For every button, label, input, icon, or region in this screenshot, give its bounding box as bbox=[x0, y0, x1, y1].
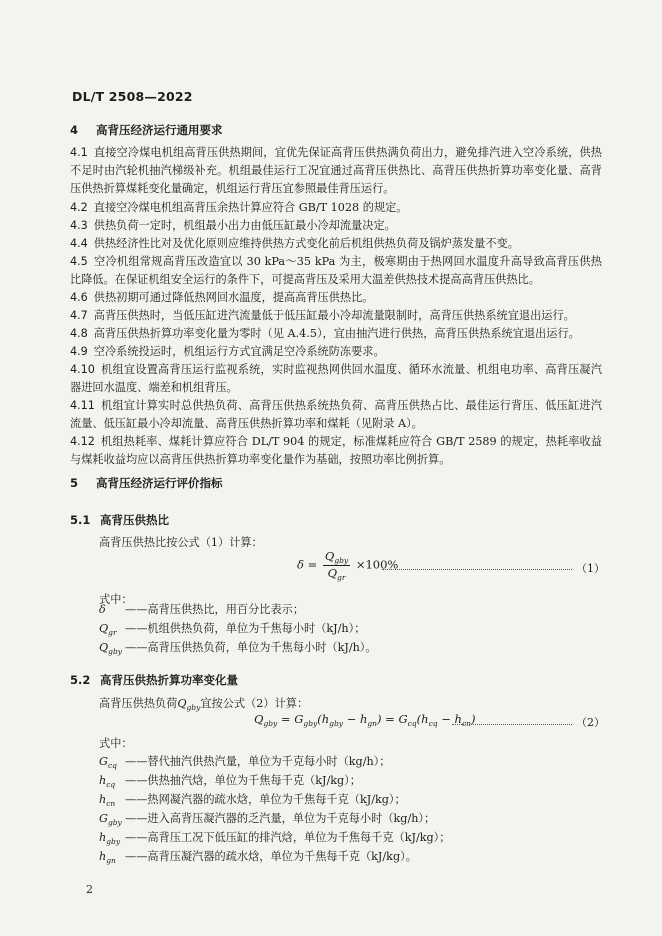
clause-4-5 bbox=[70, 253, 602, 289]
formula-1-lhs: δ bbox=[297, 557, 304, 572]
formula-1-equals: = bbox=[307, 557, 318, 572]
section-4-number: 4 bbox=[70, 123, 79, 137]
clause-number: 4.10 bbox=[70, 363, 95, 376]
subsection-5-2-heading bbox=[70, 672, 238, 688]
clause-text: 机组热耗率、煤耗计算应符合 DL/T 904 的规定，标准煤耗应符合 GB/T 2589 的规定，热耗率收益与煤耗收益均应以高背压供热折算功率变化量作为基础，按照功率比例折算。 bbox=[70, 435, 602, 466]
section-5-title: 高背压经济运行评价指标 bbox=[96, 476, 223, 490]
section-5-heading bbox=[70, 475, 223, 491]
definition-row: $G_{cq}$ ——替代抽汽供热汽量，单位为千克每小时（kg/h）； bbox=[99, 755, 391, 770]
formula-2-leader bbox=[452, 724, 572, 725]
clause-4-6 bbox=[70, 289, 602, 307]
clause-number: 4.8 bbox=[70, 327, 88, 340]
clause-4-11 bbox=[70, 397, 602, 433]
clause-text: 高背压供热时，当低压缸进汽流量低于低压缸最小冷却流量限制时，高背压供热系统宜退出运行。 bbox=[93, 309, 575, 322]
formula-1 bbox=[297, 549, 398, 582]
clause-4-3 bbox=[70, 217, 602, 235]
definition-row: $h_{gn}$ ——高背压凝汽器的疏水焓，单位为千焦每千克（kJ/kg）。 bbox=[99, 850, 417, 865]
fraction-denominator: $Q_{gr}$ bbox=[327, 566, 346, 582]
formula-2: $Q_{gby} = G_{gby}(h_{gby} - h_{gn}) = G_{cq}(h_{cq} - h_{cn})$ bbox=[254, 712, 476, 728]
clause-number: 4.5 bbox=[70, 255, 88, 268]
definition-row: $G_{gby}$ ——进入高背压凝汽器的乏汽量，单位为千克每小时（kg/h）； bbox=[99, 812, 436, 827]
formula-2-number: （2） bbox=[576, 716, 605, 729]
clause-number: 4.1 bbox=[70, 146, 88, 159]
fraction-numerator: $Q_{gby}$ bbox=[324, 549, 349, 565]
clause-4-8 bbox=[70, 325, 602, 343]
subsection-5-2-number: 5.2 bbox=[70, 673, 91, 687]
formula-1-tail: ×100% bbox=[355, 557, 399, 572]
clause-text: 空冷系统投运时，机组运行方式宜满足空冷系统防冻要求。 bbox=[93, 345, 385, 358]
formula-2-definitions bbox=[99, 752, 450, 866]
section-4-heading bbox=[70, 122, 223, 138]
clause-text: 供热经济性比对及优化原则应维持供热方式变化前后机组供热负荷及锅炉蒸发量不变。 bbox=[93, 237, 519, 250]
subsection-5-2-title: 高背压供热折算功率变化量 bbox=[100, 673, 238, 687]
clause-text: 直接空冷煤电机组高背压供热期间，宜优先保证高背压供热满负荷出力，避免排汽进入空冷系统，供热不足时由汽轮机抽汽梯级补充。机组最佳运行工况宜通过高背压供热比、高背压供热折算功率变化量、高背压供热折算煤耗变化量确定，机组运行背压宜参照最佳背压运行。 bbox=[70, 146, 602, 195]
clause-text: 机组宜设置高背压运行监视系统，实时监视热网供回水温度、循环水流量、机组电功率、高背压凝汽器进回水温度、端差和机组背压。 bbox=[70, 363, 602, 394]
clause-number: 4.2 bbox=[70, 201, 88, 214]
clause-number: 4.12 bbox=[70, 435, 95, 448]
clause-4-12 bbox=[70, 433, 602, 469]
clause-text: 供热初期可通过降低热网回水温度，提高高背压供热比。 bbox=[93, 291, 374, 304]
clause-4-9 bbox=[70, 343, 602, 361]
page-number: 2 bbox=[86, 883, 93, 896]
definition-row: $Q_{gr}$ ——机组供热负荷，单位为千焦每小时（kJ/h）； bbox=[99, 622, 366, 637]
clause-number: 4.9 bbox=[70, 345, 88, 358]
clause-4-4 bbox=[70, 235, 602, 253]
formula-1-intro: 高背压供热比按公式（1）计算： bbox=[99, 536, 263, 549]
formula-1-definitions bbox=[99, 600, 377, 657]
clause-4-10 bbox=[70, 361, 602, 397]
definition-row: $h_{gby}$ ——高背压工况下低压缸的排汽焓，单位为千焦每千克（kJ/kg）； bbox=[99, 831, 451, 846]
formula-1-fraction bbox=[323, 549, 350, 582]
clause-number: 4.7 bbox=[70, 309, 88, 322]
section-4-title: 高背压经济运行通用要求 bbox=[96, 123, 223, 137]
clause-number: 4.4 bbox=[70, 237, 88, 250]
where-label-1: 式中： bbox=[99, 593, 133, 606]
clause-text: 空冷机组常规高背压改造宜以 30 kPa～35 kPa 为主，极寒期由于热网回水温度升高导致高背压供热比降低。在保证机组安全运行的条件下，可提高背压及采用大温差供热技术提高高背压供热比。 bbox=[70, 255, 602, 286]
section-5-number: 5 bbox=[70, 476, 79, 490]
where-label-2: 式中： bbox=[99, 737, 133, 750]
clause-4-1 bbox=[70, 144, 602, 198]
clause-text: 直接空冷煤电机组高背压余热计算应符合 GB/T 1028 的规定。 bbox=[93, 201, 408, 214]
formula-1-leader bbox=[382, 569, 572, 570]
formula-1-number: （1） bbox=[576, 562, 605, 575]
definition-row: δ ——高背压供热比，用百分比表示； bbox=[99, 603, 305, 616]
definition-row: $Q_{gby}$ ——高背压供热负荷，单位为千焦每小时（kJ/h）。 bbox=[99, 641, 377, 656]
clause-text: 供热负荷一定时，机组最小出力由低压缸最小冷却流量决定。 bbox=[93, 219, 396, 232]
clause-4-2 bbox=[70, 199, 602, 217]
subsection-5-1-number: 5.1 bbox=[70, 513, 91, 527]
subsection-5-1-heading bbox=[70, 512, 169, 528]
clause-text: 高背压供热折算功率变化量为零时（见 A.4.5），宜由抽汽进行供热，高背压供热系统宜退出运行。 bbox=[93, 327, 580, 340]
clause-number: 4.6 bbox=[70, 291, 88, 304]
definition-row: $h_{cq}$ ——供热抽汽焓，单位为千焦每千克（kJ/kg）； bbox=[99, 774, 361, 789]
definition-row: $h_{cn}$ ——热网凝汽器的疏水焓，单位为千焦每千克（kJ/kg）； bbox=[99, 793, 406, 808]
subsection-5-1-title: 高背压供热比 bbox=[100, 513, 169, 527]
standard-number: DL/T 2508—2022 bbox=[72, 89, 193, 104]
clause-number: 4.3 bbox=[70, 219, 88, 232]
formula-2-intro: 高背压供热负荷$Q_{gby}$宜按公式（2）计算： bbox=[99, 697, 309, 712]
clause-text: 机组宜计算实时总供热负荷、高背压供热系统热负荷、高背压供热占比、最佳运行背压、低压缸进汽流量、低压缸最小冷却流量、高背压供热折算功率和煤耗（见附录 A）。 bbox=[70, 399, 602, 430]
clause-4-7 bbox=[70, 307, 602, 325]
clause-number: 4.11 bbox=[70, 399, 95, 412]
